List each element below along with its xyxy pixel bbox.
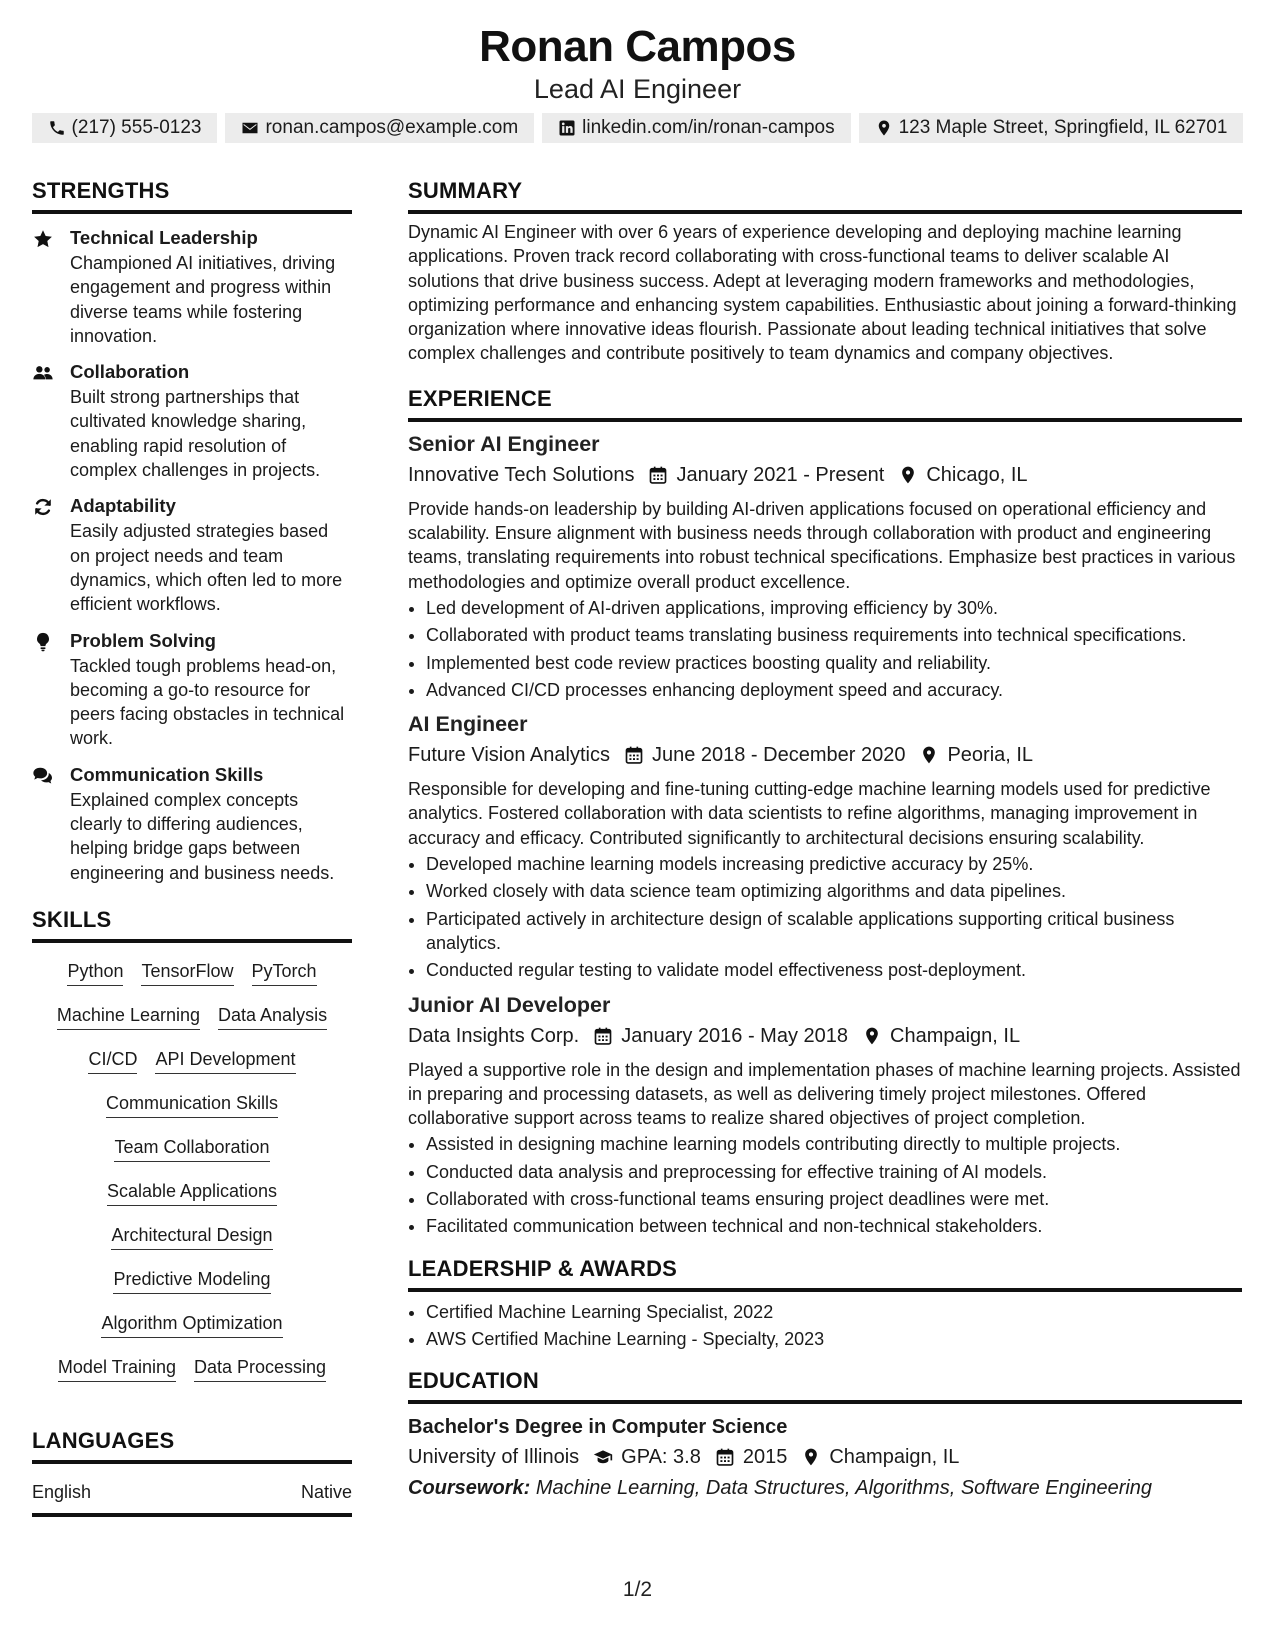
graduation-year: 2015 [742, 1446, 788, 1469]
contact-linkedin[interactable] [542, 113, 850, 143]
strength-desc: Explained complex concepts clearly to differing audiences, helping bridge gaps between engineering and business needs. [70, 789, 335, 883]
skill-tag: PyTorch [252, 959, 317, 986]
comments-icon [32, 765, 54, 787]
job-entry [408, 710, 1242, 982]
strength-item [32, 494, 352, 616]
phone-icon [48, 119, 66, 137]
language-name: English [32, 1481, 92, 1502]
lightbulb-icon [32, 631, 54, 653]
skill-tag: Algorithm Optimization [101, 1311, 282, 1338]
job-location: Champaign, IL [890, 1024, 1021, 1047]
strength-item [32, 360, 352, 482]
skill-tag: Model Training [58, 1355, 176, 1382]
strength-item [32, 629, 352, 751]
skill-tag: Machine Learning [57, 1003, 200, 1030]
awards-list [408, 1300, 1242, 1352]
skill-tag: TensorFlow [141, 959, 233, 986]
envelope-icon [241, 119, 259, 137]
job-entry [408, 430, 1242, 702]
contact-address [859, 113, 1244, 143]
bullet-item: • Implemented best code review practices boosting quality and reliability. [426, 651, 1242, 675]
job-title: Senior AI Engineer [408, 431, 600, 456]
skill-tag: Data Processing [194, 1355, 326, 1382]
strength-desc: Built strong partnerships that cultivated knowledge sharing, enabling rapid resolution of complex challenges in projects. [70, 387, 321, 481]
strength-title: Problem Solving [70, 629, 216, 651]
job-location: Peoria, IL [947, 744, 1034, 767]
job-description: Provide hands-on leadership by building AI-driven applications focused on operational efficiency and scalability. Ensure alignment with business needs through collaboration with product and engineering teams, translating requirements into robust technical specifications. Emphasize best practices in various methodologies and optimize overall product excellence. [408, 498, 1236, 592]
strength-item [32, 763, 352, 885]
summary-text: Dynamic AI Engineer with over 6 years of experience developing and deploying machine learning applications. Proven track record collaborating with cross-functional teams to deliver scalable AI solutions that drive business success. Adept at leveraging modern frameworks and methodologies, optimizing performance and enhancing system capabilities. Enthusiastic about joining a forward-thinking organization where innovative ideas flourish. Passionate about leading technical initiatives that solve complex challenges and contribute positively to team dynamics and company objectives. [408, 222, 1237, 364]
languages-heading: LANGUAGES [32, 1428, 352, 1464]
bullet-item: • Collaborated with product teams translating business requirements into technical specifications. [426, 623, 1242, 647]
contact-bar [0, 113, 1275, 143]
right-column [408, 178, 1242, 1501]
contact-phone[interactable] [32, 113, 218, 143]
address-text: 123 Maple Street, Springfield, IL 62701 [898, 117, 1228, 138]
contact-email[interactable] [225, 113, 534, 143]
skill-tag: Python [67, 959, 123, 986]
education-meta [408, 1443, 1242, 1471]
skill-tag: Architectural Design [111, 1223, 272, 1250]
skill-tag: Team Collaboration [114, 1135, 269, 1162]
skill-tag: Communication Skills [106, 1091, 278, 1118]
job-meta [408, 741, 1242, 769]
strength-item [32, 226, 352, 348]
strengths-list [32, 226, 352, 885]
bullet-item: • Conducted data analysis and preprocessing for effective training of AI models. [426, 1160, 1242, 1184]
award-item: • Certified Machine Learning Specialist, 2022 [426, 1300, 1242, 1324]
skill-tag: Data Analysis [218, 1003, 327, 1030]
bullet-item: • Worked closely with data science team optimizing algorithms and data pipelines. [426, 879, 1242, 903]
job-company: Future Vision Analytics [408, 744, 610, 767]
skill-tag: CI/CD [88, 1047, 137, 1074]
job-bullets [408, 1132, 1242, 1238]
skill-tag: Scalable Applications [107, 1179, 277, 1206]
skills-heading: SKILLS [32, 907, 352, 943]
graduation-cap-icon [593, 1447, 613, 1467]
job-company: Innovative Tech Solutions [408, 463, 635, 486]
linkedin-icon [558, 119, 576, 137]
bullet-item: • Participated actively in architecture design of scalable applications supporting critical business analytics. [426, 907, 1242, 956]
strength-desc: Championed AI initiatives, driving engagement and progress within diverse teams while fostering innovation. [70, 253, 336, 346]
left-column [32, 178, 352, 1517]
page-number: 1/2 [622, 1578, 653, 1601]
linkedin-text: linkedin.com/in/ronan-campos [582, 117, 835, 138]
candidate-role: Lead AI Engineer [533, 74, 742, 104]
strength-title: Technical Leadership [70, 227, 258, 248]
job-bullets [408, 852, 1242, 982]
job-dates: June 2018 - December 2020 [651, 744, 906, 767]
coursework-label: Coursework: [408, 1477, 531, 1500]
strength-desc: Easily adjusted strategies based on project needs and team dynamics, which often led to more efficient workflows. [70, 521, 343, 615]
coursework [408, 1475, 1242, 1501]
bullet-item: • Advanced CI/CD processes enhancing deployment speed and accuracy. [426, 678, 1242, 702]
bullet-item: • Conducted regular testing to validate model effectiveness post-deployment. [426, 958, 1242, 982]
job-meta [408, 1022, 1242, 1050]
job-bullets [408, 596, 1242, 702]
language-row [32, 1482, 352, 1517]
degree-title: Bachelor's Degree in Computer Science [408, 1416, 788, 1439]
strength-title: Collaboration [70, 361, 190, 383]
bullet-item: • Collaborated with cross-functional teams ensuring project deadlines were met. [426, 1187, 1242, 1211]
strength-title: Communication Skills [70, 763, 264, 785]
map-marker-icon [862, 1026, 882, 1046]
star-icon [32, 228, 54, 250]
sync-icon [32, 496, 54, 518]
job-description: Played a supportive role in the design and implementation phases of machine learning projects. Assisted in preparing and processing datasets, as well as delivering timely project milestones. Offered collaborative support across teams to realize shared objectives of project completion. [408, 1059, 1241, 1129]
experience-heading: EXPERIENCE [408, 386, 1242, 422]
calendar-icon [715, 1447, 735, 1467]
strength-title: Adaptability [70, 495, 176, 517]
map-marker-icon [898, 465, 918, 485]
map-marker-icon [875, 119, 893, 137]
job-meta [408, 461, 1242, 489]
language-level: Native [300, 1481, 352, 1502]
phone-text: (217) 555-0123 [71, 117, 202, 138]
calendar-icon [593, 1026, 613, 1046]
job-dates: January 2016 - May 2018 [621, 1024, 849, 1047]
job-dates: January 2021 - Present [676, 463, 885, 486]
job-description: Responsible for developing and fine-tuning cutting-edge machine learning models used for predictive analytics. Fostered collaboration with data scientists to refine algorithms, managing improvement in accuracy and efficacy. Contributed significantly to architectural decisions ensuring scalability. [408, 779, 1211, 848]
school-name: University of Illinois [408, 1446, 580, 1469]
calendar-icon [624, 745, 644, 765]
awards-heading: LEADERSHIP & AWARDS [408, 1256, 1242, 1292]
email-text: ronan.campos@example.com [265, 117, 519, 138]
gpa-text: GPA: 3.8 [621, 1446, 701, 1469]
strengths-heading: STRENGTHS [32, 178, 352, 214]
job-title: Junior AI Developer [408, 992, 611, 1017]
school-location: Champaign, IL [829, 1446, 960, 1469]
job-company: Data Insights Corp. [408, 1024, 580, 1047]
education-heading: EDUCATION [408, 1368, 1242, 1404]
bullet-item: • Developed machine learning models increasing predictive accuracy by 25%. [426, 852, 1242, 876]
award-item: • AWS Certified Machine Learning - Specialty, 2023 [426, 1327, 1242, 1351]
calendar-icon [648, 465, 668, 485]
strength-desc: Tackled tough problems head-on, becoming a go-to resource for peers facing obstacles in technical work. [70, 655, 345, 749]
skill-tag: API Development [155, 1047, 295, 1074]
bullet-item: • Assisted in designing machine learning models contributing directly to multiple projects. [426, 1132, 1242, 1156]
summary-heading: SUMMARY [408, 178, 1242, 214]
job-title: AI Engineer [408, 712, 528, 737]
candidate-name: Ronan Campos [479, 22, 796, 71]
map-marker-icon [801, 1447, 821, 1467]
job-location: Chicago, IL [926, 463, 1028, 486]
skill-tag: Predictive Modeling [113, 1267, 270, 1294]
map-marker-icon [919, 745, 939, 765]
bullet-item: • Led development of AI-driven applications, improving efficiency by 30%. [426, 596, 1242, 620]
skills-list [32, 959, 352, 1382]
bullet-item: • Facilitated communication between technical and non-technical stakeholders. [426, 1214, 1242, 1238]
job-entry [408, 991, 1242, 1239]
coursework-list: Machine Learning, Data Structures, Algorithms, Software Engineering [535, 1477, 1153, 1500]
users-icon [32, 362, 54, 384]
